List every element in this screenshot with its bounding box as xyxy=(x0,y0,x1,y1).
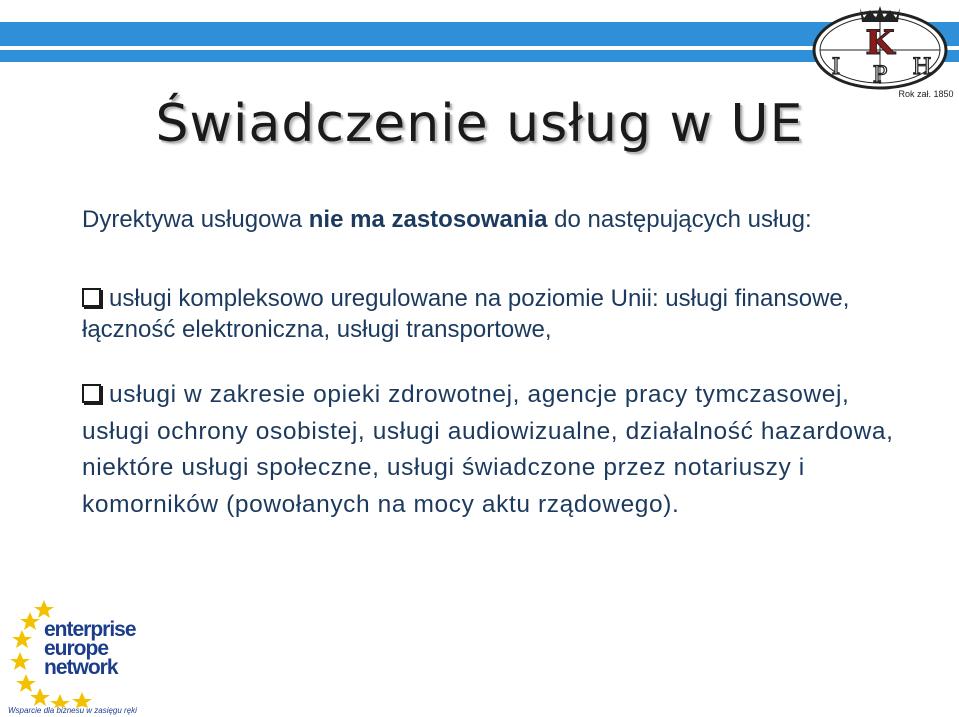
logo-letter-i: I xyxy=(831,55,841,80)
een-line-enterprise: enterprise xyxy=(44,618,136,641)
logo-letter-k: K xyxy=(865,23,895,63)
een-line-europe: europe xyxy=(44,637,109,660)
checkbox-bullet-icon xyxy=(82,384,101,403)
list-item xyxy=(82,377,902,523)
list-item-text: usługi kompleksowo uregulowane na poziomie Unii: usługi finansowe, łączność elektroniczna, usługi transportowe, xyxy=(82,285,850,343)
intro-text-start: Dyrektywa usługowa xyxy=(82,206,309,233)
een-tagline: Wsparcie dla biznesu w zasięgu ręki xyxy=(8,706,137,715)
intro-paragraph xyxy=(82,204,902,235)
slide-title: Świadczenie usług w UE xyxy=(155,94,804,154)
iph-logo xyxy=(806,4,954,100)
slide-content xyxy=(82,204,902,555)
een-logo-text xyxy=(44,620,136,677)
logo-letter-h: H xyxy=(912,55,932,80)
intro-text-bold: nie ma zastosowania xyxy=(308,206,548,233)
list-item-text: usługi w zakresie opieki zdrowotnej, agencje pracy tymczasowej, usługi ochrony osobistej, usługi audiowizualne, działalność hazardowa, niektóre usługi społeczne, usługi świadczone przez notariuszy i komorników (powołanych na mocy aktu rządowego). xyxy=(82,381,894,518)
intro-text-end: do następujących usług: xyxy=(547,206,812,233)
list-item xyxy=(82,283,902,345)
logo-letter-p: P xyxy=(872,63,888,88)
logo-caption: Rok zał. 1850 xyxy=(898,89,954,99)
checkbox-bullet-icon xyxy=(82,288,101,307)
een-line-network: network xyxy=(44,656,118,679)
